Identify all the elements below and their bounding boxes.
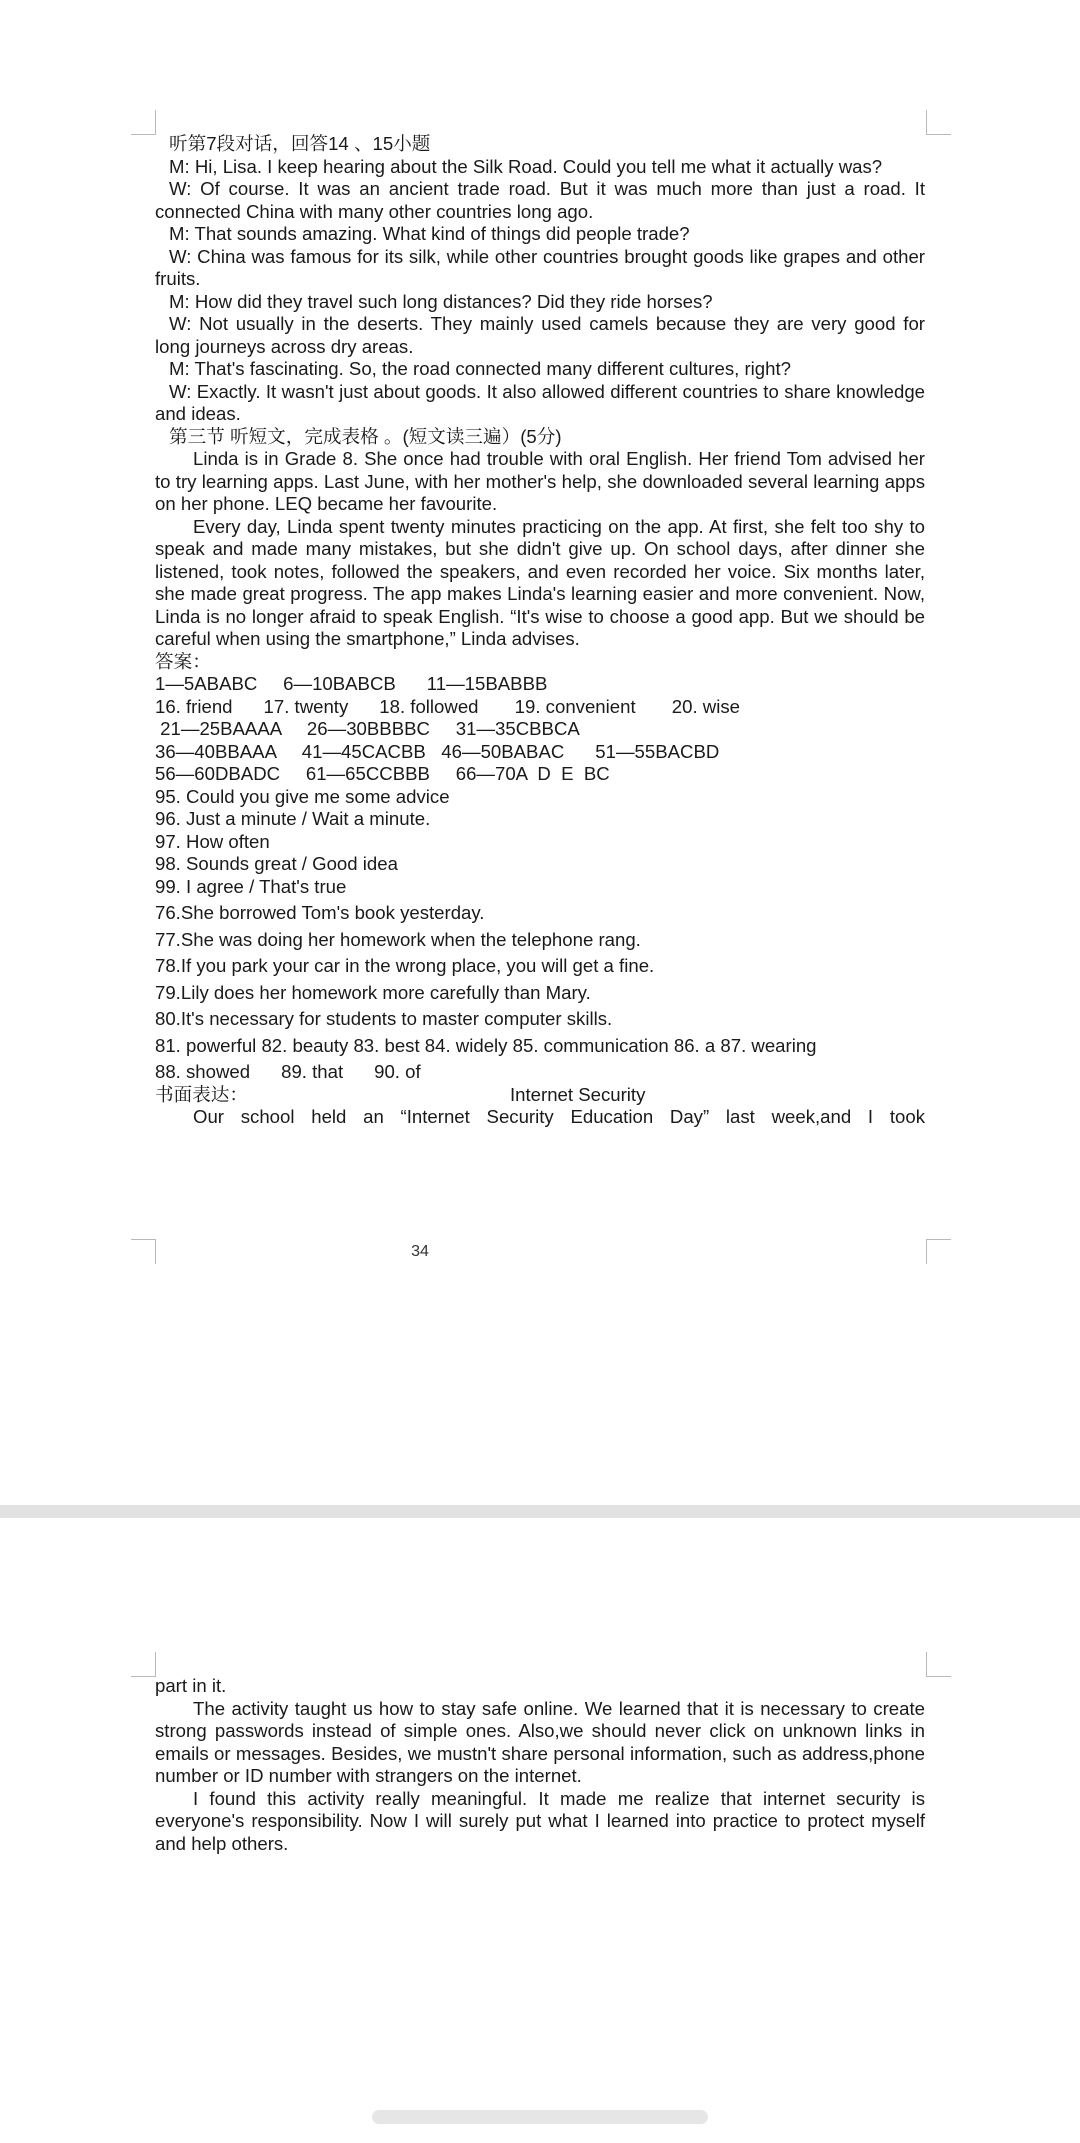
- page-corner-mark: [926, 1652, 951, 1677]
- page-corner-mark: [926, 110, 951, 135]
- dialogue-line: W: China was famous for its silk, while other countries brought goods like grapes and other fruits.: [155, 245, 925, 289]
- answer-line: 97. How often: [155, 830, 270, 852]
- document-page-35: [0, 1518, 1080, 2143]
- passage-paragraph: Every day, Linda spent twenty minutes practicing on the app. At first, she felt too shy to speak and made many mistakes, but she didn't give up. On school days, after dinner she listened, took notes, followed the speakers, and even recorded her voice. Six months later, she made great progress. The app makes Linda's learning easier and more convenient. Now, Linda is no longer afraid to speak English. “It's wise to choose a good app. But we should be careful when using the smartphone,” Linda advises.: [155, 515, 925, 649]
- answer-line: 77.She was doing her homework when the telephone rang.: [155, 928, 641, 950]
- dialogue-line: M: How did they travel such long distances? Did they ride horses?: [169, 290, 713, 312]
- writing-label: 书面表达：: [155, 1083, 248, 1105]
- page-corner-mark: [131, 110, 156, 135]
- page-separator: [0, 1505, 1080, 1518]
- answer-line: 99. I agree / That's true: [155, 875, 347, 897]
- dialogue-line: W: Of course. It was an ancient trade road. But it was much more than just a road. It connected China with many other countries long ago.: [155, 178, 925, 222]
- answer-line: 78.If you park your car in the wrong place, you will get a fine.: [155, 955, 655, 976]
- section-heading: 听第7段对话，回答14 、15小题: [169, 133, 431, 154]
- passage-paragraph: Linda is in Grade 8. She once had trouble with oral English. Her friend Tom advised her to try learning apps. Last June, with her mother's help, she downloaded several learning apps on her phone. LEQ became her favourite.: [155, 448, 925, 514]
- answer-line: 56—60DBADC 61—65CCBBB 66—70A D E BC: [155, 763, 610, 784]
- answer-line: 79.Lily does her homework more carefully than Mary.: [155, 981, 591, 1003]
- answer-line: 96. Just a minute / Wait a minute.: [155, 808, 431, 829]
- writing-heading-line: [155, 1084, 925, 1107]
- answer-line: 76.She borrowed Tom's book yesterday.: [155, 902, 485, 923]
- page-corner-mark: [926, 1239, 951, 1264]
- answer-line: 81. powerful 82. beauty 83. best 84. widely 85. communication 86. a 87. wearing: [155, 1034, 817, 1056]
- answer-line: 88. showed 89. that 90. of: [155, 1061, 421, 1082]
- answer-line: 16. friend 17. twenty 18. followed 19. convenient 20. wise: [155, 695, 740, 717]
- page-text-body: [155, 133, 925, 1129]
- answer-label: 答案：: [155, 650, 211, 672]
- dialogue-line: W: Not usually in the deserts. They mainly used camels because they are very good for long journeys across dry areas.: [155, 313, 925, 357]
- page-number: 34: [411, 1243, 429, 1260]
- essay-paragraph: Our school held an “Internet Security Education Day” last week,and I took: [193, 1106, 925, 1127]
- essay-paragraph: part in it.: [155, 1675, 227, 1696]
- essay-paragraph: The activity taught us how to stay safe online. We learned that it is necessary to create strong passwords instead of simple ones. Also,we should never click on unknown links in emails or messages. Besides, we mustn't share personal information, such as address,phone number or ID number with strangers on the internet.: [155, 1697, 925, 1786]
- page-text-body: [155, 1675, 925, 1855]
- answer-line: 21—25BAAAA 26—30BBBBC 31—35CBBCA: [155, 718, 580, 739]
- home-indicator-bar[interactable]: [372, 2110, 708, 2124]
- dialogue-line: M: That sounds amazing. What kind of things did people trade?: [169, 223, 690, 244]
- dialogue-line: W: Exactly. It wasn't just about goods. It also allowed different countries to share knowledge and ideas.: [155, 380, 925, 424]
- essay-title: Internet Security: [509, 1083, 646, 1105]
- section-heading: 第三节 听短文，完成表格 。(短文读三遍）(5分): [169, 425, 562, 447]
- answer-line: 36—40BBAAA 41—45CACBB 46—50BABAC 51—55BACBD: [155, 740, 720, 762]
- answer-line: 80.It's necessary for students to master computer skills.: [155, 1008, 613, 1029]
- dialogue-line: M: That's fascinating. So, the road connected many different cultures, right?: [169, 358, 791, 379]
- dialogue-line: M: Hi, Lisa. I keep hearing about the Silk Road. Could you tell me what it actually was?: [169, 155, 883, 177]
- essay-paragraph: I found this activity really meaningful. It made me realize that internet security is everyone's responsibility. Now I will surely put what I learned into practice to protect myself and help others.: [155, 1787, 925, 1854]
- answer-line: 98. Sounds great / Good idea: [155, 853, 398, 874]
- answer-line: 1—5ABABC 6—10BABCB 11—15BABBB: [155, 673, 548, 694]
- page-corner-mark: [131, 1652, 156, 1677]
- answer-line: 95. Could you give me some advice: [155, 785, 450, 807]
